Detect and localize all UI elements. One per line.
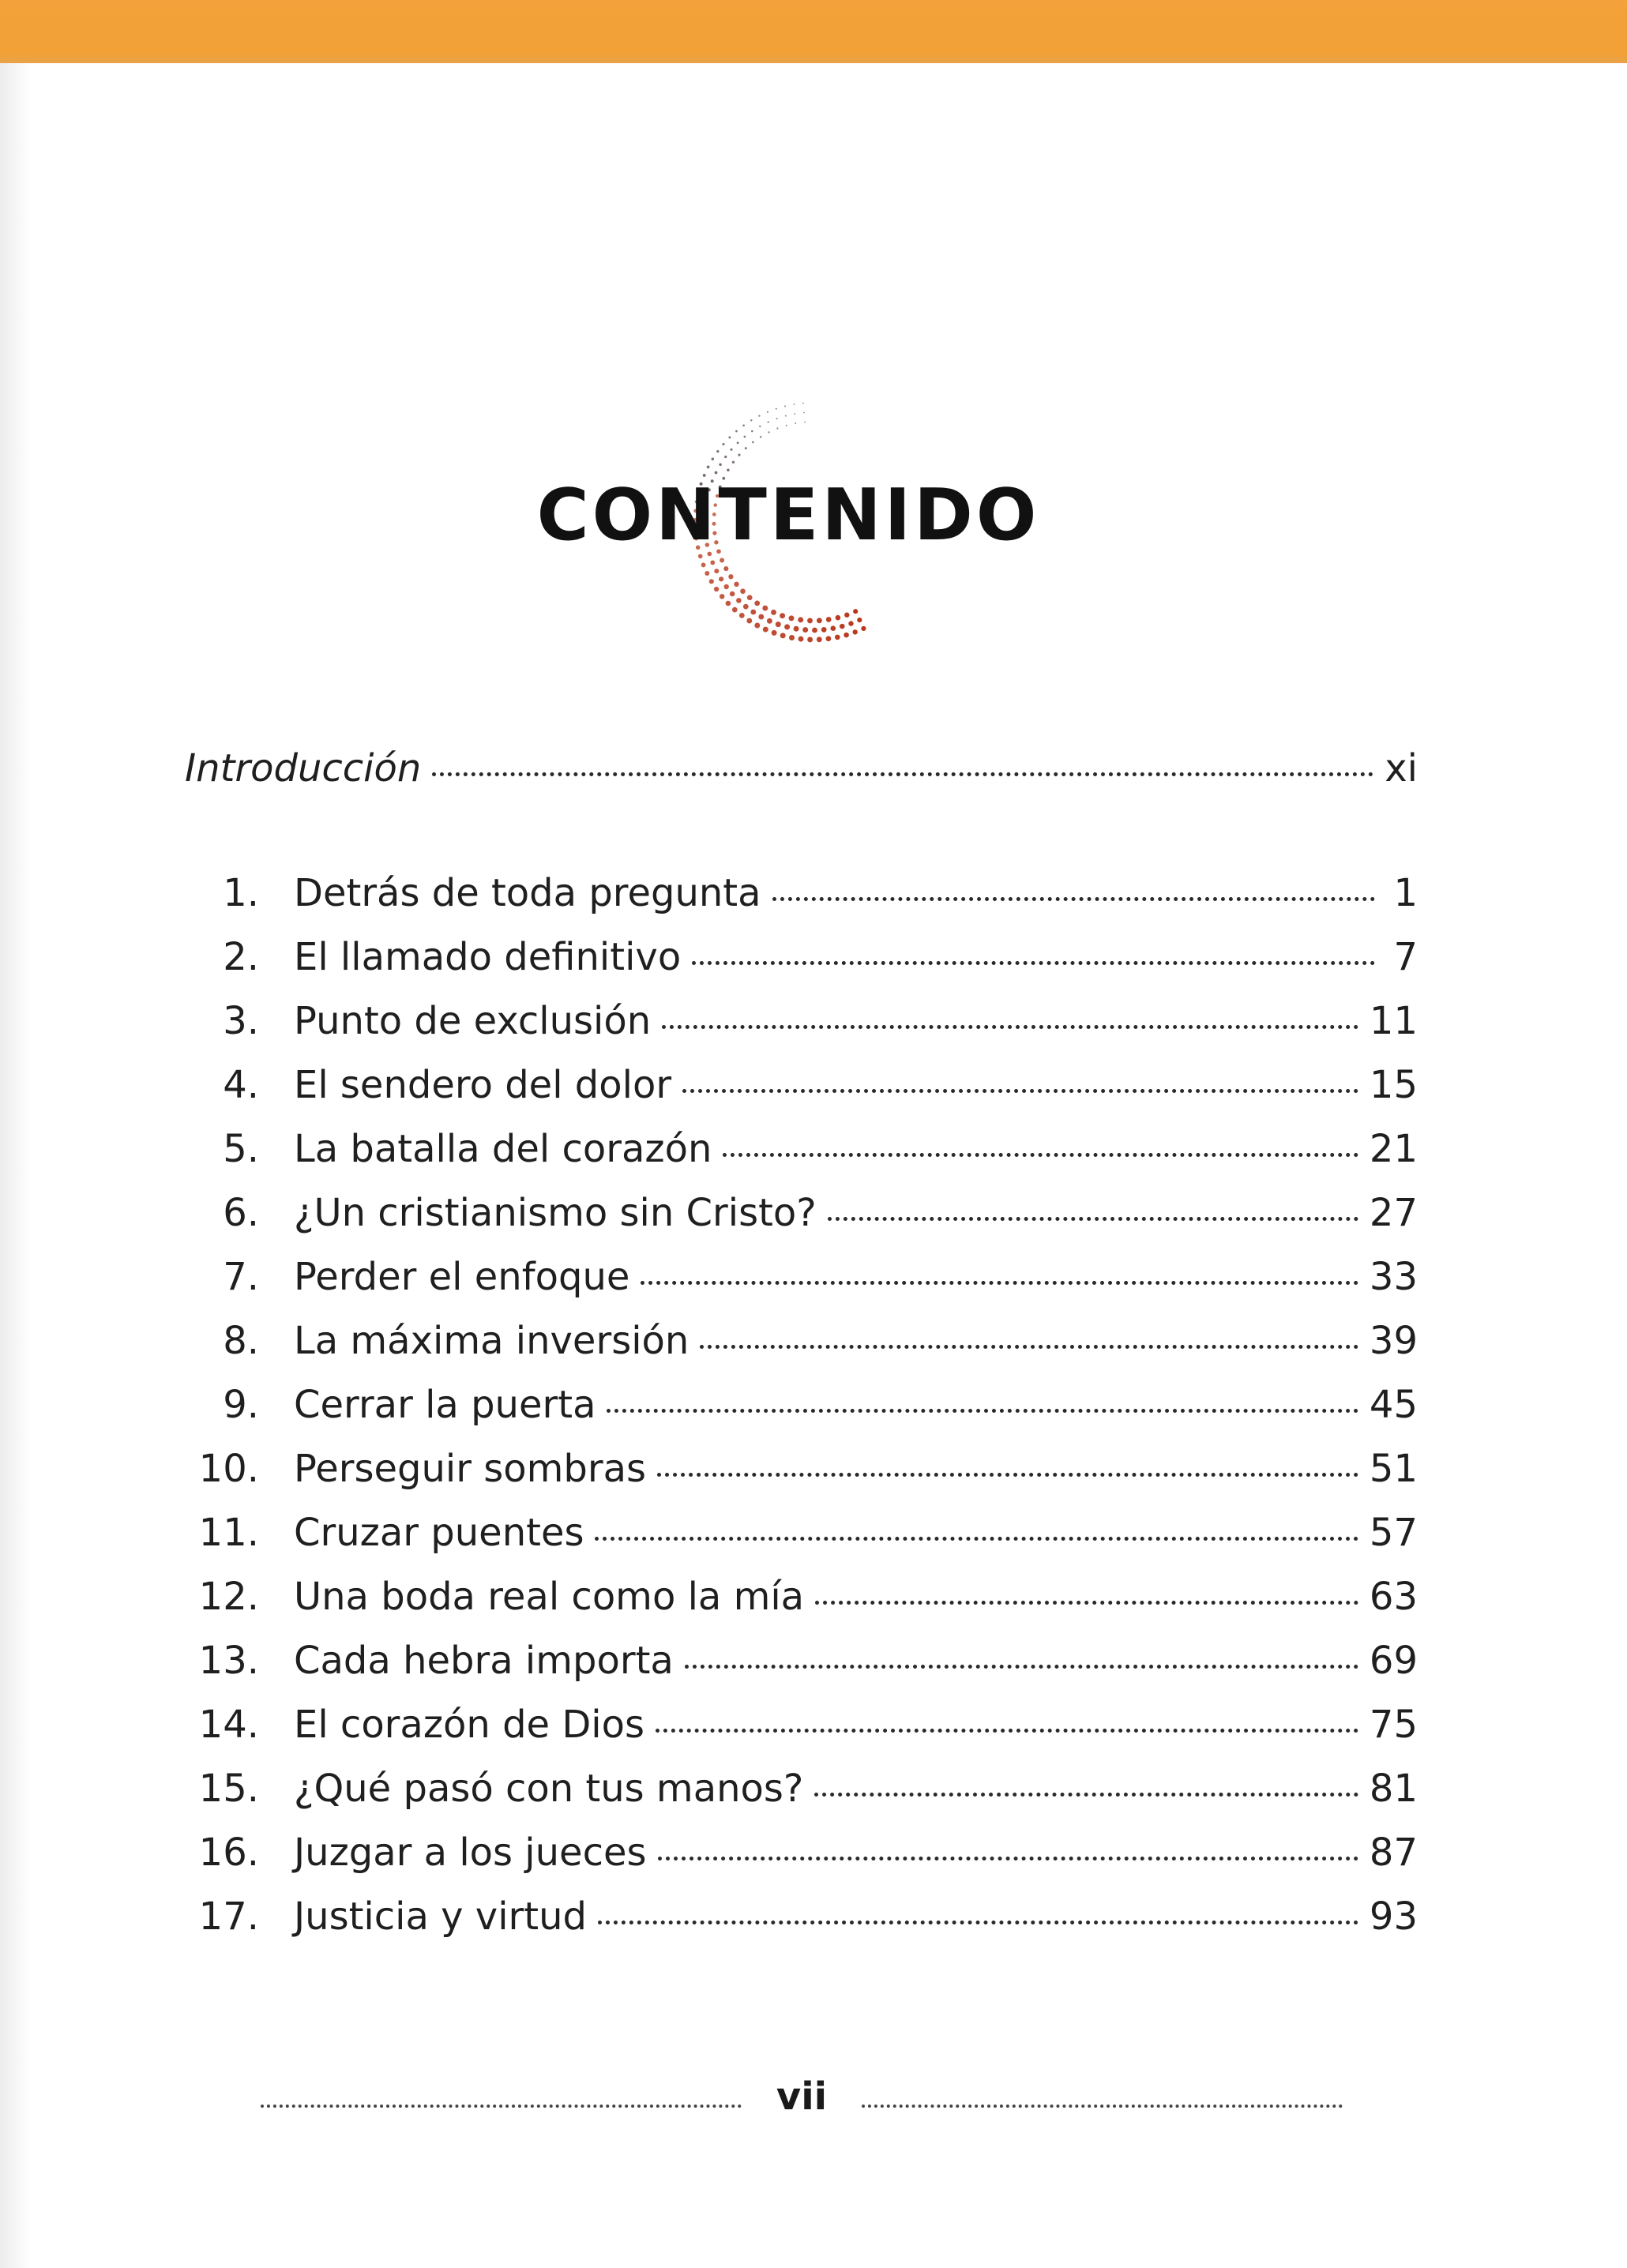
toc-entry-page: 63 xyxy=(1369,1575,1418,1619)
toc-entry-number: 11. xyxy=(198,1511,259,1555)
arc-dot xyxy=(720,558,724,563)
toc-entry-10[interactable] xyxy=(182,1447,1418,1511)
arc-dot xyxy=(807,636,813,642)
arc-dot xyxy=(789,615,795,621)
toc-entry-page: 69 xyxy=(1369,1639,1418,1683)
toc-entry-title: El llamado definitivo xyxy=(294,935,682,979)
toc-entry-17[interactable] xyxy=(182,1894,1418,1958)
toc-entry-6[interactable] xyxy=(182,1191,1418,1255)
arc-dot xyxy=(726,601,731,606)
arc-dot xyxy=(780,613,785,618)
toc-entry-page: 45 xyxy=(1369,1383,1418,1427)
dot-leader xyxy=(641,1281,1358,1285)
dot-leader xyxy=(656,1729,1358,1733)
dot-leader xyxy=(828,1217,1358,1221)
arc-dot xyxy=(772,630,777,636)
arc-dot xyxy=(736,598,742,603)
dot-leader xyxy=(692,961,1375,965)
arc-dot xyxy=(861,626,866,631)
page-number: vii xyxy=(776,2075,828,2119)
toc-entry-number: 3. xyxy=(223,999,259,1043)
dot-leader xyxy=(682,1089,1358,1093)
arc-dot xyxy=(754,623,760,629)
toc-entry-number: 16. xyxy=(198,1831,259,1875)
arc-dot xyxy=(723,566,728,571)
arc-dot xyxy=(735,430,738,433)
toc-entry-page: 1 xyxy=(1393,871,1418,915)
toc-entry-page: 7 xyxy=(1393,935,1418,979)
dot-leader xyxy=(685,1665,1358,1669)
arc-dot xyxy=(751,430,753,433)
toc-entry-title: Perder el enfoque xyxy=(294,1255,630,1299)
arc-dot xyxy=(719,463,722,466)
toc-entry-title: Introducción xyxy=(185,746,422,790)
arc-dot xyxy=(745,447,747,449)
arc-dot xyxy=(776,408,777,410)
dot-leader xyxy=(432,772,1373,776)
arc-dot xyxy=(780,633,786,638)
arc-dot xyxy=(784,624,790,629)
toc-entry-title: ¿Qué pasó con tus manos? xyxy=(294,1767,804,1811)
arc-dot xyxy=(771,610,776,615)
arc-dot xyxy=(826,617,832,622)
arc-dot xyxy=(758,415,760,416)
arc-dot xyxy=(730,449,732,451)
arc-dot xyxy=(802,627,808,633)
toc-entry-title: Una boda real como la mía xyxy=(294,1575,805,1619)
arc-dot xyxy=(734,582,738,587)
table-of-contents xyxy=(182,746,1418,1958)
arc-dot xyxy=(835,635,840,640)
toc-entry-4[interactable] xyxy=(182,1063,1418,1127)
arc-dot xyxy=(812,628,817,633)
arc-dot xyxy=(760,436,761,437)
arc-dot xyxy=(826,636,832,641)
arc-dot xyxy=(776,621,781,627)
arc-dot xyxy=(724,456,727,458)
arc-dot xyxy=(737,441,739,444)
arc-dot xyxy=(730,591,735,597)
toc-entry-title: Perseguir sombras xyxy=(294,1447,647,1491)
toc-entry-9[interactable] xyxy=(182,1383,1418,1447)
toc-entry-page: 15 xyxy=(1369,1063,1418,1107)
toc-entry-number: 2. xyxy=(223,935,259,979)
arc-dot xyxy=(728,436,731,438)
toc-entry-number: 10. xyxy=(198,1447,259,1491)
title-block xyxy=(0,379,1627,663)
dot-leader xyxy=(723,1153,1358,1157)
toc-entry-page: 81 xyxy=(1369,1767,1418,1811)
dot-leader xyxy=(607,1409,1358,1413)
arc-dot xyxy=(707,466,710,469)
arc-dot xyxy=(732,461,735,464)
toc-entry-title: Juzgar a los jueces xyxy=(294,1831,647,1875)
arc-dot xyxy=(786,425,787,426)
arc-dot xyxy=(848,621,853,625)
toc-entry-number: 7. xyxy=(223,1255,259,1299)
arc-dot xyxy=(710,560,715,565)
arc-dot xyxy=(785,415,787,417)
toc-entry-page: 33 xyxy=(1369,1255,1418,1299)
toc-entry-title: Detrás de toda pregunta xyxy=(294,871,761,915)
toc-entry-page: 39 xyxy=(1369,1319,1418,1363)
arc-dot xyxy=(709,579,714,584)
arc-dot xyxy=(701,562,706,567)
arc-dot xyxy=(768,431,769,433)
toc-entry-title: Cruzar puentes xyxy=(294,1511,584,1555)
toc-entry-number: 13. xyxy=(198,1639,259,1683)
arc-dot xyxy=(830,625,836,631)
arc-dot xyxy=(793,404,795,405)
toc-entry-title: Cerrar la puerta xyxy=(294,1383,596,1427)
arc-dot xyxy=(716,450,719,452)
toc-entry-page: xi xyxy=(1385,746,1418,790)
arc-dot xyxy=(750,610,756,615)
toc-entry-title: ¿Un cristianismo sin Cristo? xyxy=(294,1191,817,1235)
dot-leader xyxy=(662,1025,1358,1029)
toc-entry-title: La batalla del corazón xyxy=(294,1127,712,1171)
dot-leader xyxy=(700,1345,1358,1349)
arc-dot xyxy=(743,604,749,610)
arc-dot xyxy=(807,618,813,623)
toc-entry-5[interactable] xyxy=(182,1127,1418,1191)
arc-dot xyxy=(724,584,729,589)
arc-dot xyxy=(767,618,772,624)
arc-dot xyxy=(836,615,841,621)
arc-dot xyxy=(727,468,730,471)
arc-dot xyxy=(821,627,827,633)
page-title: CONTENIDO xyxy=(536,474,1040,557)
toc-entry-page: 21 xyxy=(1369,1127,1418,1171)
toc-entry-title: Cada hebra importa xyxy=(294,1639,674,1683)
arc-dot xyxy=(740,588,746,594)
toc-entry-number: 14. xyxy=(198,1703,259,1747)
dot-leader xyxy=(658,1857,1358,1861)
arc-dot xyxy=(752,441,754,444)
toc-entry-13[interactable] xyxy=(182,1639,1418,1703)
arc-dot xyxy=(795,422,796,424)
dot-leader xyxy=(595,1537,1358,1541)
toc-entry-number: 12. xyxy=(198,1575,259,1619)
arc-dot xyxy=(776,427,778,429)
toc-entry-11[interactable] xyxy=(182,1511,1418,1575)
dot-leader xyxy=(815,1601,1358,1605)
toc-entry-title: Punto de exclusión xyxy=(294,999,652,1043)
dot-leader xyxy=(772,897,1375,901)
toc-entry-page: 11 xyxy=(1369,999,1418,1043)
toc-entry-8[interactable] xyxy=(182,1319,1418,1383)
top-color-band xyxy=(0,0,1627,63)
toc-entry-number: 9. xyxy=(223,1383,259,1427)
page-footer xyxy=(261,2069,1343,2124)
toc-entry-number: 15. xyxy=(198,1767,259,1811)
arc-dot xyxy=(712,458,714,460)
footer-dotted-rule-right xyxy=(862,2105,1343,2108)
dot-leader xyxy=(598,1921,1358,1924)
arc-dot xyxy=(744,436,746,438)
arc-dot xyxy=(762,606,768,611)
arc-dot xyxy=(784,405,786,407)
toc-entry-page: 87 xyxy=(1369,1831,1418,1875)
dot-leader xyxy=(657,1473,1358,1477)
toc-entry-title: El corazón de Dios xyxy=(294,1703,644,1747)
arc-dot xyxy=(817,636,822,642)
arc-dot xyxy=(746,618,752,624)
arc-dot xyxy=(759,426,761,427)
arc-dot xyxy=(802,403,804,404)
toc-entry-1[interactable] xyxy=(182,871,1418,935)
arc-dot xyxy=(857,618,862,622)
toc-entry-page: 27 xyxy=(1369,1191,1418,1235)
toc-entry-page: 51 xyxy=(1369,1447,1418,1491)
arc-dot xyxy=(767,411,768,413)
arc-dot xyxy=(763,627,768,633)
arc-dot xyxy=(750,419,752,421)
arc-dot xyxy=(714,587,719,591)
toc-entry-number: 8. xyxy=(223,1319,259,1363)
toc-entry-page: 75 xyxy=(1369,1703,1418,1747)
arc-dot xyxy=(798,617,803,622)
toc-entry-12[interactable] xyxy=(182,1575,1418,1639)
arc-dot xyxy=(844,613,849,618)
toc-entry-title: La máxima inversión xyxy=(294,1319,690,1363)
arc-dot xyxy=(776,418,778,419)
arc-dot xyxy=(720,594,724,599)
toc-entry-number: 6. xyxy=(223,1191,259,1235)
toc-entry-2[interactable] xyxy=(182,935,1418,999)
arc-dot xyxy=(732,607,738,613)
toc-entry-page: 57 xyxy=(1369,1511,1418,1555)
arc-dot xyxy=(722,443,724,445)
arc-dot xyxy=(840,624,845,629)
toc-entry-number: 4. xyxy=(223,1063,259,1107)
toc-entry-3[interactable] xyxy=(182,999,1418,1063)
arc-dot xyxy=(714,569,719,573)
arc-dot xyxy=(754,600,760,606)
toc-entry-title: Justicia y virtud xyxy=(294,1894,587,1939)
toc-entry-15[interactable] xyxy=(182,1767,1418,1831)
arc-dot xyxy=(853,629,858,634)
toc-entry-16[interactable] xyxy=(182,1831,1418,1894)
toc-entry-title: El sendero del dolor xyxy=(294,1063,672,1107)
toc-chapter-list xyxy=(182,871,1418,1958)
arc-dot xyxy=(742,424,745,426)
toc-entry-number: 5. xyxy=(223,1127,259,1171)
arc-dot xyxy=(768,421,769,422)
arc-dot xyxy=(705,571,709,576)
toc-entry-7[interactable] xyxy=(182,1255,1418,1319)
arc-dot xyxy=(728,574,733,579)
arc-dot xyxy=(739,613,745,618)
arc-dot xyxy=(738,454,740,456)
arc-dot xyxy=(758,614,764,620)
arc-dot xyxy=(719,576,723,581)
arc-dot xyxy=(817,618,822,623)
toc-entry-number: 17. xyxy=(198,1894,259,1939)
arc-dot xyxy=(803,412,805,414)
arc-dot xyxy=(794,626,799,632)
arc-dot xyxy=(747,595,753,600)
arc-dot xyxy=(844,633,849,638)
arc-dot xyxy=(789,635,795,640)
toc-entry-introduction[interactable] xyxy=(182,746,1418,833)
footer-dotted-rule-left xyxy=(261,2105,742,2108)
arc-dot xyxy=(798,636,804,642)
toc-entry-number: 1. xyxy=(223,871,259,915)
arc-dot xyxy=(794,413,795,415)
toc-entry-page: 93 xyxy=(1369,1894,1418,1939)
toc-entry-14[interactable] xyxy=(182,1703,1418,1767)
arc-dot xyxy=(804,422,806,423)
arc-dot xyxy=(853,609,858,614)
dot-leader xyxy=(814,1793,1358,1797)
